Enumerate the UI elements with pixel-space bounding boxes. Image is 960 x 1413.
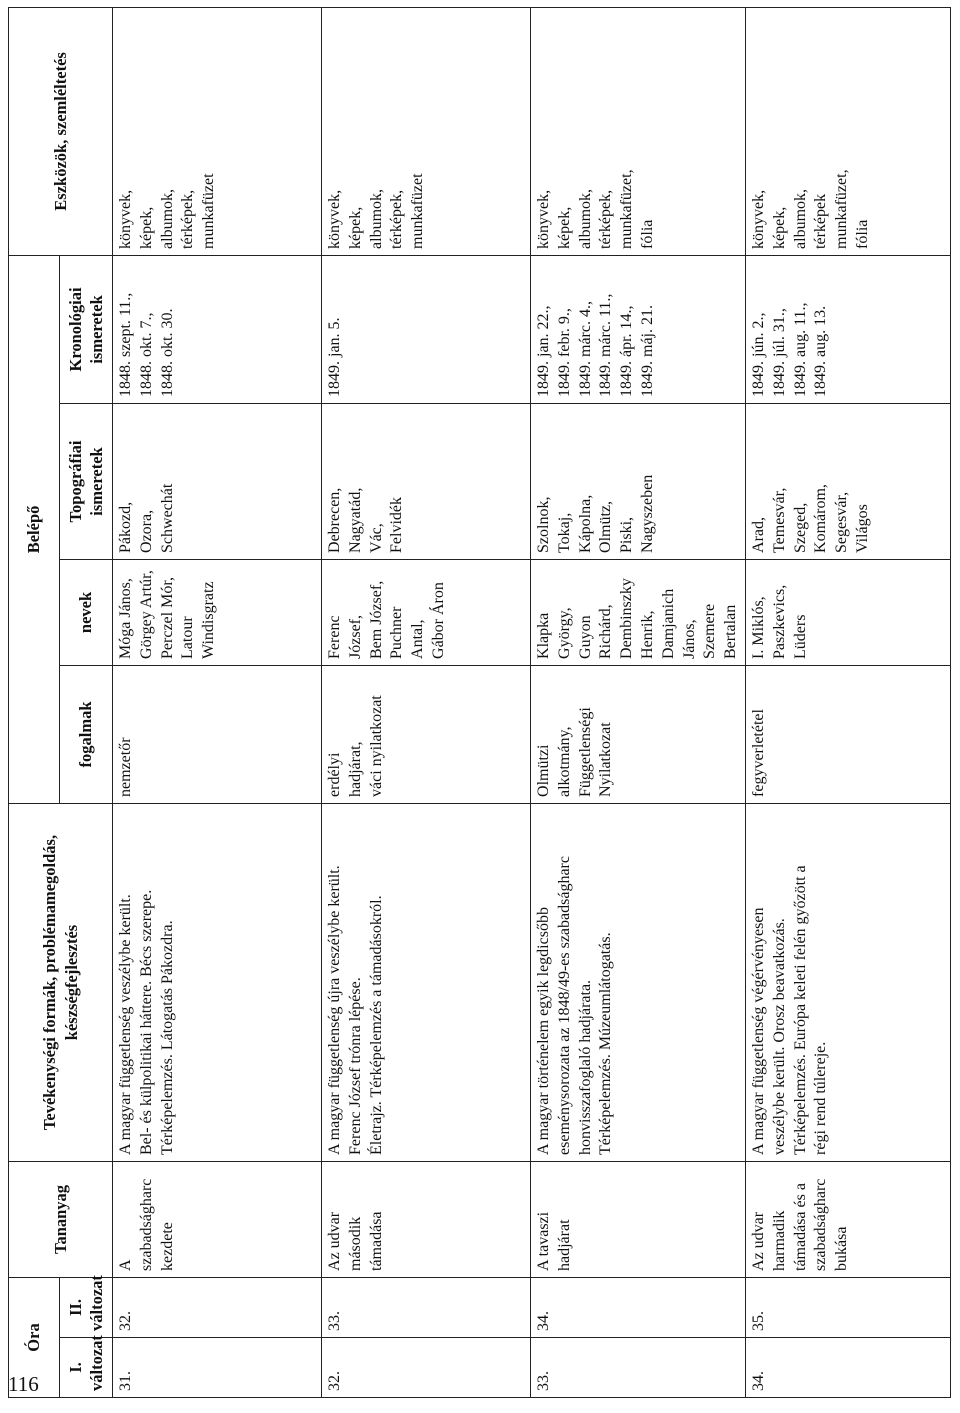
- cell-nevek: [745, 559, 950, 665]
- cell-nevek-line: Perczel Mór,: [158, 576, 176, 659]
- cell-valtozat-2: 32.: [113, 1277, 322, 1337]
- cell-valtozat-1: 32.: [322, 1338, 531, 1398]
- cell-nevek-line: Ferenc: [326, 615, 343, 659]
- cell-tevekenyseg-line: A magyar függetlenség végérvényesen: [749, 907, 767, 1155]
- cell-topografia-line: Schwechát: [158, 483, 176, 553]
- cell-eszkozok-line: könyvek,: [535, 189, 552, 249]
- cell-tevekenyseg: [322, 803, 531, 1161]
- cell-nevek: [531, 559, 746, 665]
- cell-nevek-line: János,: [680, 619, 698, 659]
- cell-eszkozok-line: munkafüzet,: [833, 169, 851, 249]
- cell-tevekenyseg-line: régi rend túlereje.: [812, 1041, 830, 1155]
- cell-nevek-line: József,: [346, 615, 364, 659]
- cell-eszkozok: [531, 7, 746, 255]
- cell-tananyag: A tavaszi hadjárat: [531, 1161, 746, 1277]
- cell-topografia-line: Arad,: [749, 517, 767, 553]
- cell-topografia: [322, 403, 531, 559]
- cell-eszkozok-line: albumok,: [576, 188, 594, 249]
- cell-tananyag: A szabadságharc kezdete: [113, 1161, 322, 1277]
- cell-kronologia-line: 1849. febr. 9.,: [555, 308, 573, 397]
- cell-tevekenyseg-line: Térképelemzés. Európa keleti felén győzött a: [791, 865, 809, 1155]
- cell-kronologia-line: 1848. okt. 7.,: [137, 312, 155, 397]
- cell-eszkozok-line: albumok,: [158, 188, 176, 249]
- cell-nevek-line: Damjanich: [659, 588, 677, 659]
- cell-topografia-line: Tokaj,: [555, 512, 573, 553]
- header-tananyag: Tananyag: [9, 1161, 113, 1277]
- cell-eszkozok-line: munkafüzet: [200, 173, 218, 249]
- cell-fogalmak: [531, 665, 746, 803]
- table-row: [113, 7, 322, 1397]
- cell-tevekenyseg: [113, 803, 322, 1161]
- cell-eszkozok-line: térképek,: [597, 189, 615, 249]
- cell-fogalmak-line: hadjárat,: [346, 741, 364, 797]
- cell-nevek-line: Latour: [179, 616, 197, 659]
- cell-topografia-line: Vác,: [367, 523, 385, 553]
- cell-nevek-line: I. Miklós,: [749, 596, 767, 659]
- cell-kronologia-line: 1848. szept. 11.,: [117, 292, 134, 397]
- cell-nevek-line: Bertalan: [722, 604, 740, 659]
- cell-tevekenyseg: [531, 803, 746, 1161]
- cell-eszkozok-line: fólia: [638, 219, 656, 249]
- cell-eszkozok: [113, 7, 322, 255]
- cell-nevek-line: Görgey Artúr,: [137, 570, 155, 659]
- cell-kronologia-line: 1849. aug. 11.,: [791, 302, 809, 397]
- cell-nevek-line: Windisgratz: [200, 581, 218, 659]
- cell-topografia-line: Nagyszeben: [638, 474, 656, 553]
- table-row: [322, 7, 531, 1397]
- cell-nevek-line: Puchner: [388, 606, 406, 659]
- cell-fogalmak: [322, 665, 531, 803]
- cell-eszkozok-line: könyvek,: [326, 189, 343, 249]
- cell-fogalmak-line: alkotmány,: [555, 726, 573, 797]
- cell-eszkozok-line: képek,: [770, 206, 788, 249]
- header-fogalmak: fogalmak: [60, 665, 113, 803]
- cell-nevek-line: Antal,: [409, 619, 427, 659]
- header-ora: Óra: [9, 1277, 60, 1397]
- cell-tevekenyseg-line: A magyar függetlenség újra veszélybe került.: [326, 865, 343, 1155]
- cell-valtozat-1: 33.: [531, 1338, 746, 1398]
- cell-topografia-line: Világos: [853, 504, 871, 553]
- cell-kronologia-line: 1849. aug. 13.: [812, 305, 830, 397]
- cell-topografia-line: Nagyatád,: [346, 487, 364, 553]
- cell-eszkozok-line: könyvek,: [749, 189, 767, 249]
- table-body: [113, 7, 951, 1397]
- cell-topografia-line: Szolnok,: [535, 496, 552, 553]
- cell-tevekenyseg-line: honvisszafoglaló hadjárata.: [576, 979, 594, 1155]
- cell-topografia-line: Pákozd,: [117, 501, 134, 553]
- cell-kronologia-line: 1849. jan. 22.,: [535, 305, 552, 397]
- cell-eszkozok-line: albumok,: [791, 188, 809, 249]
- cell-nevek: [322, 559, 531, 665]
- header-kronologia: Kronológiai ismeretek: [60, 255, 113, 403]
- cell-nevek-line: György,: [555, 607, 573, 659]
- cell-eszkozok-line: képek,: [137, 206, 155, 249]
- cell-topografia-line: Kápolna,: [576, 494, 594, 553]
- cell-topografia-line: Segesvár,: [833, 491, 851, 553]
- cell-tevekenyseg-line: Ferenc József trónra lépése.: [346, 977, 364, 1155]
- cell-kronologia: [745, 255, 950, 403]
- cell-fogalmak-line: Nyilatkozat: [597, 722, 615, 797]
- page-number: 116: [8, 1372, 39, 1396]
- cell-kronologia: [322, 255, 531, 403]
- cell-topografia-line: Debrecen,: [326, 487, 343, 553]
- cell-nevek-line: Henrik,: [638, 610, 656, 659]
- header-belepo: Belépő: [9, 255, 60, 803]
- cell-fogalmak-line: Függetlenségi: [576, 707, 594, 797]
- cell-nevek-line: Gábor Áron: [429, 582, 447, 659]
- cell-kronologia: [531, 255, 746, 403]
- cell-fogalmak-line: erdélyi: [326, 752, 343, 797]
- cell-tevekenyseg: [745, 803, 950, 1161]
- cell-topografia-line: Felvidék: [388, 496, 406, 553]
- cell-nevek-line: Bem József,: [367, 580, 385, 659]
- cell-topografia-line: Olmütz,: [597, 500, 615, 553]
- cell-topografia-line: Temesvár,: [770, 487, 788, 553]
- cell-nevek-line: Lüders: [791, 614, 809, 659]
- cell-eszkozok-line: fólia: [853, 219, 871, 249]
- header-ora-valtozat-2: II. változat: [60, 1277, 113, 1337]
- cell-topografia: [531, 403, 746, 559]
- header-topografia: Topográfiai ismeretek: [60, 403, 113, 559]
- cell-valtozat-2: 33.: [322, 1277, 531, 1337]
- cell-eszkozok-line: könyvek,: [117, 189, 134, 249]
- cell-fogalmak: [745, 665, 950, 803]
- cell-eszkozok-line: munkafüzet,: [618, 169, 636, 249]
- cell-topografia: [113, 403, 322, 559]
- cell-eszkozok-line: térképek,: [388, 189, 406, 249]
- cell-tevekenyseg-line: Térképelemzés. Látogatás Pákozdra.: [158, 920, 176, 1155]
- cell-tevekenyseg-line: Térképelemzés. Múzeumlátogatás.: [597, 932, 615, 1155]
- cell-fogalmak-line: Olmützi: [535, 744, 552, 797]
- cell-kronologia-line: 1849. jan. 5.: [326, 317, 343, 397]
- cell-nevek: [113, 559, 322, 665]
- cell-nevek-line: Guyon: [576, 615, 594, 659]
- cell-tevekenyseg-line: Életrajz. Térképelemzés a támadásokról.: [367, 895, 385, 1155]
- header-nevek: nevek: [60, 559, 113, 665]
- header-eszkozok: Eszközök, szemléltetés: [9, 7, 113, 255]
- cell-kronologia-line: 1848. okt. 30.: [158, 308, 176, 397]
- cell-eszkozok-line: térképek,: [179, 189, 197, 249]
- cell-eszkozok: [322, 7, 531, 255]
- cell-eszkozok: [745, 7, 950, 255]
- cell-fogalmak-line: váci nyilatkozat: [367, 695, 385, 797]
- cell-nevek-line: Szemere: [701, 603, 719, 659]
- cell-kronologia-line: 1849. márc. 11.,: [597, 293, 615, 397]
- cell-kronologia-line: 1849. ápr. 14.,: [618, 305, 636, 397]
- cell-kronologia-line: 1849. jún. 2.,: [749, 312, 767, 397]
- cell-tevekenyseg-line: Bel- és külpolitikai háttere. Bécs szerepe.: [137, 889, 155, 1155]
- cell-fogalmak: [113, 665, 322, 803]
- table-row: [531, 7, 746, 1397]
- lesson-plan-sheet: [8, 8, 956, 1398]
- cell-tevekenyseg-line: veszélybe került. Orosz beavatkozás.: [770, 918, 788, 1155]
- cell-eszkozok-line: albumok,: [367, 188, 385, 249]
- cell-tevekenyseg-line: A magyar függetlenség veszélybe került.: [117, 894, 134, 1155]
- cell-valtozat-2: 34.: [531, 1277, 746, 1337]
- cell-topografia-line: Komárom,: [812, 484, 830, 553]
- cell-topografia: [745, 403, 950, 559]
- cell-eszkozok-line: térképek: [812, 193, 830, 249]
- header-ora-valtozat-1: I. változat: [60, 1338, 113, 1398]
- cell-nevek-line: Richárd,: [597, 604, 615, 659]
- cell-eszkozok-line: munkafüzet: [409, 173, 427, 249]
- cell-topografia-line: Piski,: [618, 516, 636, 553]
- table-header: [9, 7, 113, 1397]
- cell-kronologia-line: 1849. júl. 31.,: [770, 308, 788, 397]
- cell-nevek-line: Klapka: [535, 612, 552, 659]
- cell-fogalmak-line: fegyverletétel: [749, 709, 767, 797]
- cell-kronologia-line: 1849. márc. 4.,: [576, 301, 594, 397]
- cell-kronologia-line: 1849. máj. 21.: [638, 304, 656, 397]
- cell-valtozat-2: 35.: [745, 1277, 950, 1337]
- cell-tananyag: Az udvar második támadása: [322, 1161, 531, 1277]
- cell-tevekenyseg-line: eseménysorozata az 1848/49-es szabadságharc: [555, 856, 573, 1155]
- cell-tananyag: Az udvar harmadik támadása és a szabadságharc bukása: [745, 1161, 950, 1277]
- cell-topografia-line: Ozora,: [137, 509, 155, 553]
- cell-fogalmak-line: nemzetőr: [117, 737, 134, 797]
- cell-nevek-line: Móga János,: [117, 578, 134, 659]
- lesson-plan-table: [8, 7, 951, 1398]
- cell-kronologia: [113, 255, 322, 403]
- cell-nevek-line: Dembinszky: [618, 578, 636, 659]
- cell-valtozat-1: 34.: [745, 1338, 950, 1398]
- cell-nevek-line: Paszkevics,: [770, 584, 788, 659]
- header-tevekenysegi-formak: Tevékenységi formák, problémamegoldás, készségfejlesztés: [9, 803, 113, 1161]
- cell-eszkozok-line: képek,: [555, 206, 573, 249]
- cell-valtozat-1: 31.: [113, 1338, 322, 1398]
- cell-eszkozok-line: képek,: [346, 206, 364, 249]
- cell-topografia-line: Szeged,: [791, 502, 809, 553]
- cell-tevekenyseg-line: A magyar történelem egyik legdicsőbb: [535, 907, 552, 1155]
- table-row: [745, 7, 950, 1397]
